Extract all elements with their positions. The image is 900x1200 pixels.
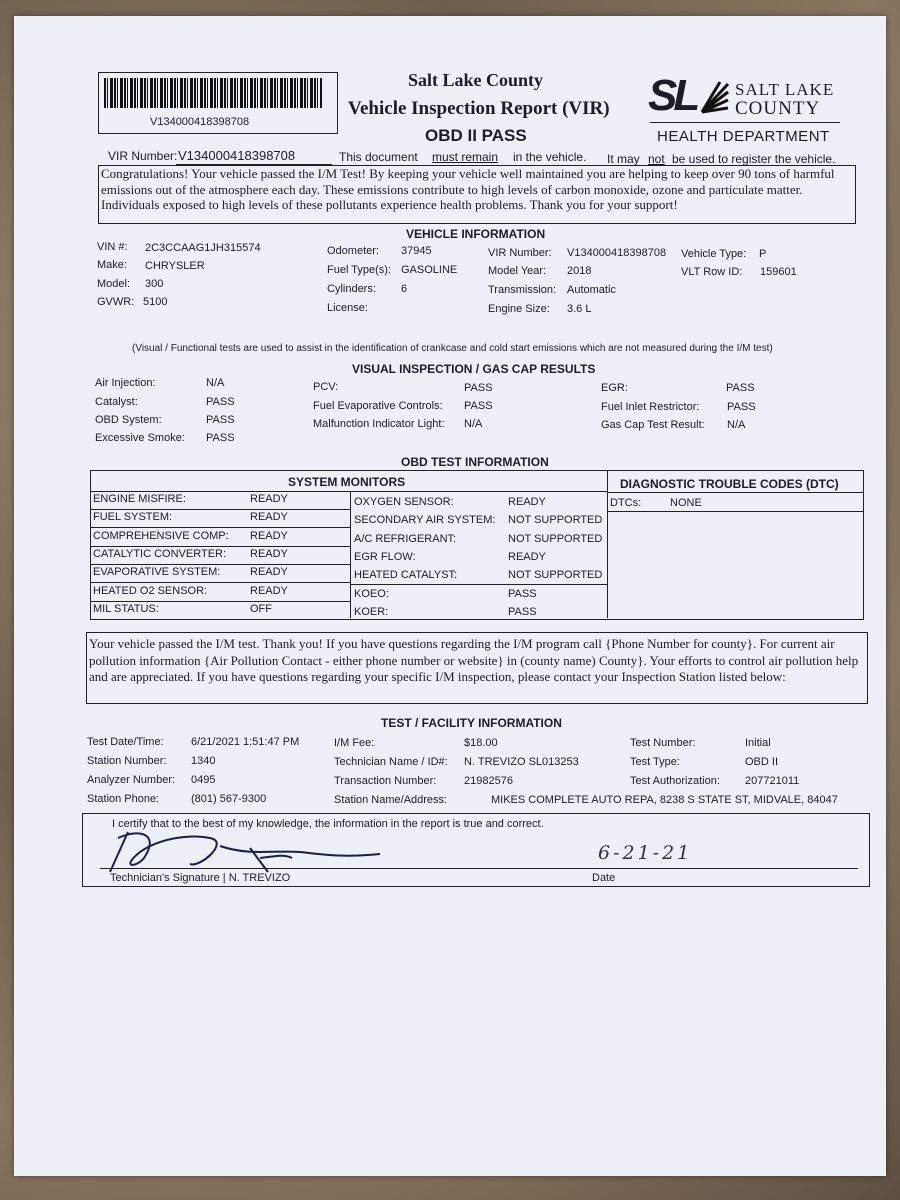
obd-divider-left xyxy=(350,491,351,618)
monitor-row-rule xyxy=(90,582,350,583)
monitor-right-label: HEATED CATALYST: xyxy=(354,569,458,582)
monitor-left-label: MIL STATUS: xyxy=(93,602,159,615)
monitor-right-label: OXYGEN SENSOR: xyxy=(354,496,454,508)
obd-info-title: OBD TEST INFORMATION xyxy=(401,455,549,469)
notice-text-3: in the vehicle. xyxy=(513,150,587,164)
obd-system-value: PASS xyxy=(206,414,235,426)
vir-label-2: VIR Number: xyxy=(488,247,552,259)
date-label: Date xyxy=(592,872,616,884)
station-address-value: MIKES COMPLETE AUTO REPA, 8238 S STATE ST, MIDVALE, 84047 xyxy=(491,794,838,806)
transmission-label: Transmission: xyxy=(488,284,557,296)
license-label: License: xyxy=(327,302,368,314)
monitor-left-label: FUEL SYSTEM: xyxy=(93,511,173,524)
station-phone-value: (801) 567-9300 xyxy=(191,793,267,805)
monitor-right-value: NOT SUPPORTED xyxy=(508,532,603,545)
cylinders-value: 6 xyxy=(401,283,408,295)
odometer-value: 37945 xyxy=(401,245,432,257)
visual-inspection-title: VISUAL INSPECTION / GAS CAP RESULTS xyxy=(352,362,596,376)
notice-text-1: This document xyxy=(339,150,418,164)
monitor-row-rule xyxy=(90,546,350,547)
test-number-value: Initial xyxy=(745,737,771,749)
air-injection-label: Air Injection: xyxy=(95,377,156,389)
transaction-label: Transaction Number: xyxy=(334,775,437,787)
vlt-row-label: VLT Row ID: xyxy=(681,266,743,278)
make-value: CHRYSLER xyxy=(145,260,205,272)
dtc-label: DTCs: xyxy=(610,497,642,509)
monitor-left-label: CATALYTIC CONVERTER: xyxy=(93,547,227,560)
county-line: Salt Lake County xyxy=(408,70,544,90)
barcode xyxy=(104,78,322,108)
vin-value: 2C3CCAAG1JH315574 xyxy=(145,242,261,254)
monitor-left-value: OFF xyxy=(250,602,272,615)
monitor-right-value: READY xyxy=(508,550,546,563)
fuel-evap-value: PASS xyxy=(464,400,493,412)
logo-text-salt-lake: SALT LAKE xyxy=(735,80,835,99)
monitor-right-value: READY xyxy=(508,496,546,508)
department-name: HEALTH DEPARTMENT xyxy=(657,128,830,145)
catalyst-label: Catalyst: xyxy=(95,396,138,408)
vehicle-type-value: P xyxy=(759,248,767,260)
station-number-label: Station Number: xyxy=(87,755,167,767)
monitor-right-value: NOT SUPPORTED xyxy=(508,514,603,527)
fuel-type-value: GASOLINE xyxy=(401,264,458,276)
dtc-title: DIAGNOSTIC TROUBLE CODES (DTC) xyxy=(620,477,839,491)
fuel-evap-label: Fuel Evaporative Controls: xyxy=(313,400,443,412)
egr-label: EGR: xyxy=(601,382,628,394)
monitor-left-label: HEATED O2 SENSOR: xyxy=(93,584,208,597)
monitor-left-value: READY xyxy=(250,493,288,505)
test-auth-value: 207721011 xyxy=(745,775,800,787)
model-year-value: 2018 xyxy=(567,265,592,277)
mil-light-value: N/A xyxy=(464,418,483,430)
vlt-row-value: 159601 xyxy=(760,266,797,278)
monitor-left-label: COMPREHENSIVE COMP: xyxy=(93,529,229,542)
monitor-left-value: READY xyxy=(250,529,288,542)
signature-label: Technician's Signature | N. TREVIZO xyxy=(110,872,291,884)
dtc-value: NONE xyxy=(670,497,702,509)
logo-rule xyxy=(650,122,840,123)
air-injection-value: N/A xyxy=(206,377,225,389)
monitor-right-value: NOT SUPPORTED xyxy=(508,569,603,582)
engine-size-label: Engine Size: xyxy=(488,303,550,315)
monitor-right-label: KOER: xyxy=(354,605,389,618)
monitor-row-rule xyxy=(90,601,350,602)
monitor-row-rule xyxy=(90,509,350,510)
dtc-row-rule xyxy=(607,511,863,512)
vir-number-value: V134000418398708 xyxy=(178,148,296,163)
monitor-left-label: ENGINE MISFIRE: xyxy=(93,493,186,505)
barcode-text: V134000418398708 xyxy=(150,116,250,128)
signature-line xyxy=(100,868,588,869)
transaction-value: 21982576 xyxy=(464,775,513,787)
test-date-value: 6/21/2021 1:51:47 PM xyxy=(191,736,300,748)
monitor-left-value: READY xyxy=(250,547,288,560)
county-logo-mark: SL xyxy=(648,71,697,120)
model-label: Model: xyxy=(97,278,131,290)
system-monitors-title: SYSTEM MONITORS xyxy=(288,475,406,489)
technician-label: Technician Name / ID#: xyxy=(334,756,448,768)
report-title: Vehicle Inspection Report (VIR) xyxy=(348,98,610,119)
odometer-label: Odometer: xyxy=(327,245,379,257)
logo-text-county: COUNTY xyxy=(735,98,821,119)
gas-cap-label: Gas Cap Test Result: xyxy=(601,419,705,431)
result-title: OBD II PASS xyxy=(425,126,527,145)
model-value: 300 xyxy=(145,278,164,290)
koeo-rule xyxy=(350,584,608,585)
cylinders-label: Cylinders: xyxy=(327,283,376,295)
gvwr-value: 5100 xyxy=(143,296,168,308)
obd-header-rule xyxy=(90,491,608,492)
monitor-right-label: A/C REFRIGERANT: xyxy=(354,532,457,545)
engine-size-value: 3.6 L xyxy=(567,303,592,315)
test-number-label: Test Number: xyxy=(630,737,696,749)
monitor-left-value: READY xyxy=(250,584,288,597)
congratulations-text: Congratulations! Your vehicle passed the I/M Test! By keeping your vehicle well maintained you are helping to keep over 90 tons of harmful emissions out of the atmosphere each day. These emissions contribute to high levels of carbon monoxide, ozone and particulate matter. Individuals exposed to high levels of these pollutants experience health problems. Thank you for your support! xyxy=(101,166,835,212)
dtc-header-rule xyxy=(607,492,863,493)
test-date-label: Test Date/Time: xyxy=(87,736,164,748)
monitor-right-label: KOEO: xyxy=(354,587,389,600)
handwritten-date: 6-21-21 xyxy=(598,842,693,864)
date-line xyxy=(588,868,858,869)
model-year-label: Model Year: xyxy=(488,265,547,277)
im-fee-label: I/M Fee: xyxy=(334,737,375,749)
obd-system-label: OBD System: xyxy=(95,414,162,426)
egr-value: PASS xyxy=(726,382,755,394)
make-label: Make: xyxy=(97,259,127,271)
monitor-right-label: EGR FLOW: xyxy=(354,550,416,563)
excessive-smoke-label: Excessive Smoke: xyxy=(95,432,185,444)
pcv-value: PASS xyxy=(464,382,493,394)
test-type-label: Test Type: xyxy=(630,756,680,768)
monitor-right-value: PASS xyxy=(508,587,537,600)
passed-text: Your vehicle passed the I/M test. Thank you! If you have questions regarding the I/M program call {Phone Number for county}. For current air pollution information {Air Pollution Contact - either phone number or website} in (county name) County}. Your efforts to control air pollution help and are appreciated. If you have questions regarding your specific I/M inspection, please contact your Inspection Station listed below: xyxy=(89,636,859,684)
monitor-row-rule xyxy=(90,564,350,565)
vir-number-label: VIR Number: xyxy=(108,149,178,163)
monitor-left-label: EVAPORATIVE SYSTEM: xyxy=(93,566,221,579)
monitor-row-rule xyxy=(90,527,350,528)
analyzer-label: Analyzer Number: xyxy=(87,774,176,786)
visual-tests-note: (Visual / Functional tests are used to assist in the identification of crankcase and cold start emissions which are not measured during the I/M test) xyxy=(132,343,773,354)
sunburst-icon xyxy=(700,80,730,114)
vir-value-2: V134000418398708 xyxy=(567,247,667,259)
fuel-inlet-label: Fuel Inlet Restrictor: xyxy=(601,401,700,413)
monitor-right-value: PASS xyxy=(508,605,537,618)
test-type-value: OBD II xyxy=(745,756,779,768)
station-address-label: Station Name/Address: xyxy=(334,794,448,806)
gas-cap-value: N/A xyxy=(727,419,746,431)
notice-text-6: be used to register the vehicle. xyxy=(672,152,836,166)
vehicle-info-title: VEHICLE INFORMATION xyxy=(406,227,546,241)
im-fee-value: $18.00 xyxy=(464,737,498,749)
pcv-label: PCV: xyxy=(313,381,339,393)
notice-text-5: not xyxy=(648,152,665,166)
fuel-inlet-value: PASS xyxy=(727,401,756,413)
monitor-right-label: SECONDARY AIR SYSTEM: xyxy=(354,514,496,527)
technician-value: N. TREVIZO SL013253 xyxy=(464,756,579,768)
transmission-value: Automatic xyxy=(567,284,616,296)
excessive-smoke-value: PASS xyxy=(206,432,235,444)
facility-title: TEST / FACILITY INFORMATION xyxy=(381,716,562,730)
monitor-left-value: READY xyxy=(250,566,288,579)
gvwr-label: GVWR: xyxy=(97,296,135,308)
catalyst-value: PASS xyxy=(206,396,235,408)
certify-statement: I certify that to the best of my knowledge, the information in the report is true and correct. xyxy=(112,818,544,830)
technician-signature-icon xyxy=(100,828,400,878)
fuel-type-label: Fuel Type(s): xyxy=(327,264,391,276)
vehicle-type-label: Vehicle Type: xyxy=(681,248,747,260)
monitor-left-value: READY xyxy=(250,511,288,524)
test-auth-label: Test Authorization: xyxy=(630,775,720,787)
vin-label: VIN #: xyxy=(97,241,128,253)
mil-light-label: Malfunction Indicator Light: xyxy=(313,418,445,430)
notice-text-2: must remain xyxy=(432,150,499,164)
station-number-value: 1340 xyxy=(191,755,216,767)
analyzer-value: 0495 xyxy=(191,774,216,786)
station-phone-label: Station Phone: xyxy=(87,793,160,805)
notice-text-4: It may xyxy=(607,152,640,166)
